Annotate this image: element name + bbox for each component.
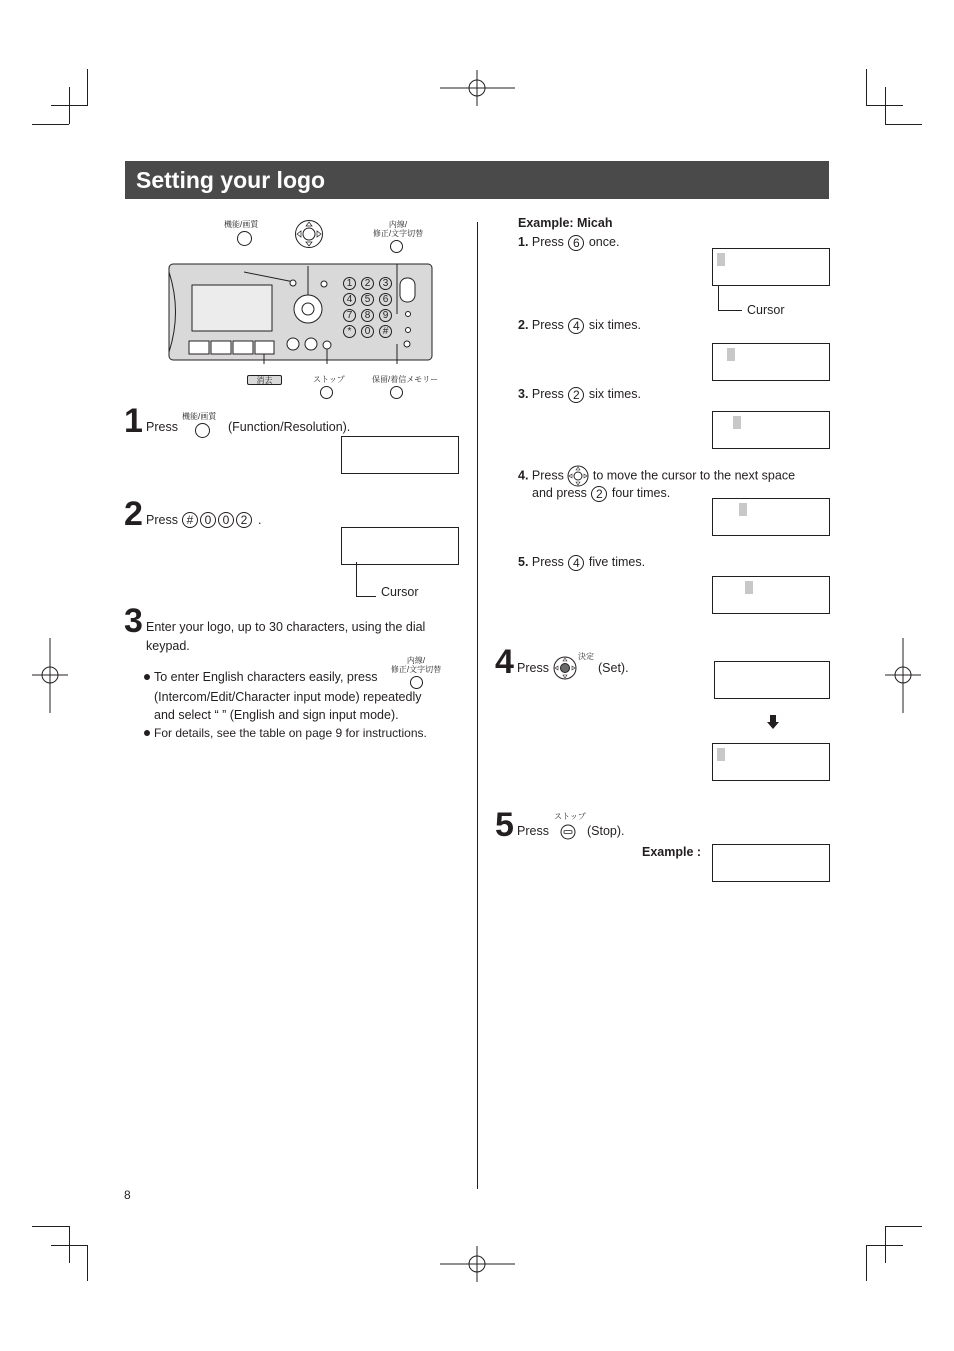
registration-mark-left [32, 638, 68, 713]
keypad-key: 6 [379, 293, 392, 306]
keypad-key: 3 [379, 277, 392, 290]
navigator-key-icon [294, 219, 324, 249]
display-step-5 [712, 844, 830, 882]
step-1-desc: (Function/Resolution). [228, 420, 351, 434]
step-4-press: Press [517, 661, 549, 675]
keypad-key: 9 [379, 309, 392, 322]
keypad-key: 8 [361, 309, 374, 322]
step-2-press: Press [146, 513, 178, 527]
column-divider [477, 222, 478, 1189]
step-3-bullet-1-line-1: To enter English characters easily, press [144, 669, 377, 685]
label-hold-memory: 保留/着信メモリー [372, 375, 439, 384]
keypad-key: 2 [361, 277, 374, 290]
step-3-bullet-1-line-2: (Intercom/Edit/Character input mode) repeatedly [154, 690, 422, 704]
cursor-pointer-line [356, 562, 357, 596]
step-4-desc: (Set). [598, 661, 629, 675]
display-step-2 [341, 527, 459, 565]
cursor-pointer-line [718, 310, 742, 311]
function-button-diagram [237, 231, 252, 246]
keypad-key: * [343, 325, 356, 338]
keypad-key: 1 [343, 277, 356, 290]
two-key-icon: 2 [568, 387, 584, 403]
function-button-icon [195, 423, 210, 438]
step-1-press: Press [146, 420, 178, 434]
step-5-desc: (Stop). [587, 824, 625, 838]
step-3-line-1: Enter your logo, up to 30 characters, using the dial [146, 620, 426, 634]
cursor-label-example: Cursor [747, 303, 785, 317]
four-key-icon: 4 [568, 318, 584, 334]
fax-keypad [342, 277, 396, 338]
keypad-key: # [379, 325, 392, 338]
example-step-1: 1. Press 6 once. [518, 235, 620, 250]
label-intercom-edit: 内線/ 修正/文字切替 [372, 220, 424, 238]
hash-key-icon: # [182, 512, 198, 528]
page-number: 8 [124, 1188, 131, 1202]
display-example-4 [712, 498, 830, 536]
zero-key-icon: 0 [200, 512, 216, 528]
display-step-1 [341, 436, 459, 474]
display-example-2 [712, 343, 830, 381]
registration-mark-top [440, 70, 515, 106]
intercom-button-label: 内線/ 修正/文字切替 [390, 656, 442, 674]
step-2-keys [181, 511, 253, 529]
display-example-1 [712, 248, 830, 286]
two-key-icon: 2 [591, 486, 607, 502]
zero-key-icon: 0 [218, 512, 234, 528]
step-3-bullet-2: For details, see the table on page 9 for instructions. [144, 725, 427, 741]
keypad-key: 4 [343, 293, 356, 306]
display-step-4-after [712, 743, 830, 781]
step-1-number: 1 [124, 402, 142, 440]
hold-button-diagram [390, 386, 403, 399]
step-2-period: . [258, 513, 262, 527]
step-4-number: 4 [495, 643, 513, 681]
example-step-4-line-1: 4. Press to move the cursor to the next space [518, 465, 795, 487]
intercom-button-icon [410, 676, 423, 689]
label-stop: ストップ [313, 375, 345, 384]
cursor-block [727, 348, 735, 361]
six-key-icon: 6 [568, 235, 584, 251]
cursor-block [745, 581, 753, 594]
display-example-3 [712, 411, 830, 449]
two-key-icon: 2 [236, 512, 252, 528]
stop-key-label: ストップ [554, 812, 586, 821]
cursor-label: Cursor [381, 585, 419, 599]
stop-key-icon [560, 824, 576, 840]
display-step-4-before [714, 661, 830, 699]
step-5-press: Press [517, 824, 549, 838]
cursor-block [739, 503, 747, 516]
cursor-pointer-line [718, 286, 719, 310]
keypad-key: 7 [343, 309, 356, 322]
step-3-line-2: keypad. [146, 639, 190, 653]
stop-button-diagram [320, 386, 333, 399]
navigator-key-icon [567, 465, 589, 487]
example-step-2: 2. Press 4 six times. [518, 318, 641, 333]
step-5-number: 5 [495, 806, 513, 844]
registration-mark-bottom [440, 1246, 515, 1282]
display-example-5 [712, 576, 830, 614]
title-bar [125, 161, 829, 199]
page-title: Setting your logo [136, 167, 326, 193]
label-function-resolution: 機能/画質 [224, 220, 259, 229]
step-3-bullet-1-line-3: and select “ ” (English and sign input mode). [154, 708, 399, 722]
step-3-number: 3 [124, 602, 142, 640]
example-heading: Example: Micah [518, 216, 613, 230]
keypad-key: 0 [361, 325, 374, 338]
cursor-pointer-line [356, 596, 376, 597]
cursor-block [717, 253, 725, 266]
four-key-icon: 4 [568, 555, 584, 571]
set-key-label: 決定 [578, 652, 594, 661]
step-1-button-label: 機能/画質 [182, 412, 217, 421]
arrow-down-icon [766, 714, 780, 730]
registration-mark-right [885, 638, 921, 713]
clear-button-label: 消去 [247, 375, 282, 385]
example-step-5: 5. Press 4 five times. [518, 555, 646, 570]
cursor-block [733, 416, 741, 429]
cursor-block [717, 748, 725, 761]
set-key-icon [553, 656, 577, 680]
example-step-4-line-2: and press 2 four times. [532, 486, 671, 501]
keypad-key: 5 [361, 293, 374, 306]
example-label: Example : [642, 845, 702, 859]
example-step-3: 3. Press 2 six times. [518, 387, 641, 402]
step-2-number: 2 [124, 495, 142, 533]
